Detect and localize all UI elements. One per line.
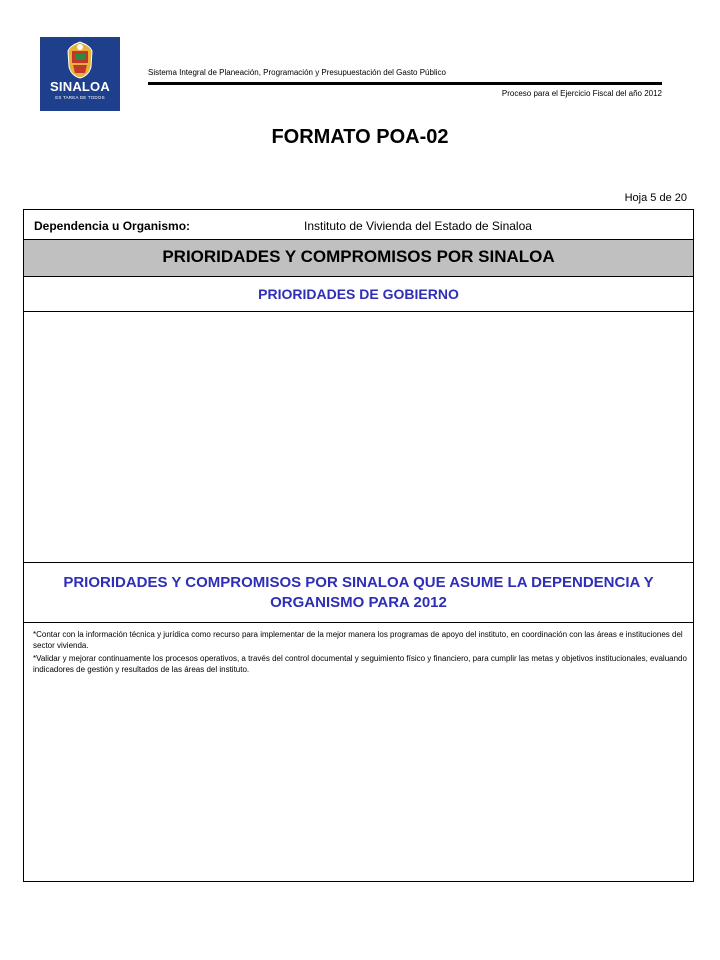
dependency-row bbox=[24, 210, 693, 240]
section-title: PRIORIDADES Y COMPROMISOS POR SINALOA bbox=[162, 247, 555, 266]
government-priorities-content bbox=[24, 312, 693, 563]
dependency-value: Instituto de Vivienda del Estado de Sinaloa bbox=[304, 219, 532, 233]
commitments-content bbox=[24, 623, 693, 881]
section-header bbox=[24, 240, 693, 277]
commitments-header bbox=[24, 563, 693, 623]
sinaloa-logo bbox=[40, 37, 120, 111]
dependency-label: Dependencia u Organismo: bbox=[34, 219, 191, 233]
fiscal-process-text: Proceso para el Ejercicio Fiscal del año 2012 bbox=[501, 89, 662, 98]
government-priorities-header bbox=[24, 277, 693, 312]
logo-tagline: ES TAREA DE TODOS bbox=[55, 95, 105, 100]
system-title: Sistema Integral de Planeación, Programación y Presupuestación del Gasto Público bbox=[148, 68, 446, 77]
page-number: Hoja 5 de 20 bbox=[624, 192, 687, 204]
commitment-item: *Contar con la información técnica y jurídica como recurso para implementar de la mejor manera los programas de apoyo del instituto, en coordinación con las áreas e instituciones del sector vivienda. bbox=[33, 630, 683, 650]
header-divider bbox=[148, 82, 662, 85]
commitment-item: *Validar y mejorar continuamente los procesos operativos, a través del control documental y seguimiento físico y financiero, para cumplir las metas y objetivos institucionales, evaluando indicadores de gestión y resultados de las áreas del instituto. bbox=[33, 654, 687, 674]
government-priorities-title: PRIORIDADES DE GOBIERNO bbox=[258, 286, 459, 302]
form-table bbox=[23, 209, 694, 882]
commitments-title: PRIORIDADES Y COMPROMISOS POR SINALOA QUE ASUME LA DEPENDENCIA Y ORGANISMO PARA 2012 bbox=[63, 574, 654, 611]
document-title: FORMATO POA-02 bbox=[271, 126, 449, 148]
logo-wordmark: SINALOA bbox=[50, 79, 110, 94]
